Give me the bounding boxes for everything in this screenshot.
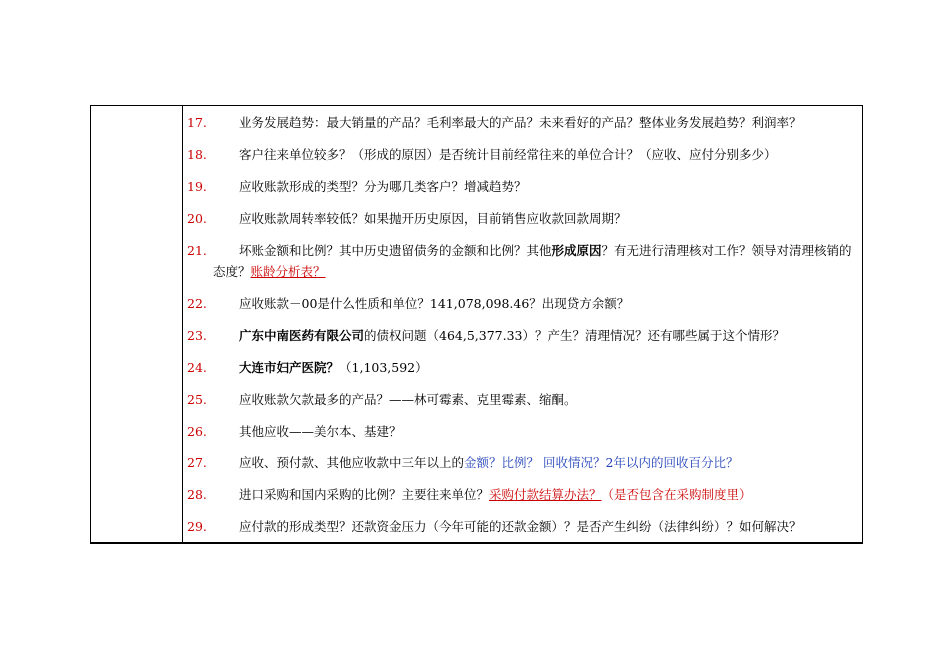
list-item	[187, 144, 858, 165]
item-text: 业务发展趋势：最大销量的产品？毛利率最大的产品？未来看好的产品？整体业务发展趋势？利润率？	[239, 115, 802, 130]
list-item	[187, 240, 858, 282]
item-text: 坏账金额和比例？其中历史遗留债务的金额和比例？其他	[239, 243, 552, 258]
item-number: 22.	[187, 296, 207, 311]
list-item	[187, 452, 858, 473]
item-bold-text: 广东中南医药有限公司	[239, 328, 365, 343]
item-text: 应付款的形成类型？还款资金压力（今年可能的还款金额）？是否产生纠纷（法律纠纷）？如何解决？	[239, 519, 802, 534]
list-item	[187, 421, 858, 442]
question-list	[183, 106, 862, 542]
item-text: 其他应收——美尔本、基建？	[239, 424, 402, 439]
item-number: 17.	[187, 115, 207, 130]
item-number: 27.	[187, 455, 207, 470]
item-number: 26.	[187, 424, 207, 439]
item-text: 客户往来单位较多？（形成的原因）是否统计目前经常往来的单位合计？（应收、应付分别多少）	[239, 147, 777, 162]
item-text: 应收、预付款、其他应收款中三年以上的	[239, 455, 465, 470]
list-item	[187, 325, 858, 346]
item-number: 21.	[187, 243, 207, 258]
item-number: 25.	[187, 392, 207, 407]
item-red-text: （是否包含在采购制度里）	[601, 487, 752, 502]
item-bold-text: 形成原因	[551, 243, 602, 258]
item-text: 的债权问题（464,5,377.33）？产生？清理情况？还有哪些属于这个情形？	[364, 328, 786, 343]
item-number: 24.	[187, 360, 207, 375]
item-text: 应收账款周转率较低？如果抛开历史原因，目前销售应收款回款周期？	[239, 211, 627, 226]
item-text-continued: ？有无进行清理核对工作？领导对清理核销的态度？	[213, 243, 852, 279]
item-number: 28.	[187, 487, 207, 502]
item-number: 18.	[187, 147, 207, 162]
item-text: 应收账款形成的类型？分为哪几类客户？增减趋势？	[239, 179, 527, 194]
item-text: 应收账款欠款最多的产品？——林可霉素、克里霉素、缩酮。	[239, 392, 577, 407]
list-item	[187, 176, 858, 197]
item-text: （1,103,592）	[339, 360, 428, 375]
list-item	[187, 484, 858, 505]
list-item	[187, 389, 858, 410]
aging-analysis-link[interactable]: 账龄分析表？	[250, 264, 326, 279]
item-number: 19.	[187, 179, 207, 194]
list-item	[187, 516, 858, 537]
item-blue-text: 金额？比例？ 回收情况？2年以内的回收百分比？	[464, 455, 739, 470]
question-table	[90, 105, 863, 544]
item-number: 20.	[187, 211, 207, 226]
item-number: 29.	[187, 519, 207, 534]
list-item	[187, 208, 858, 229]
list-item	[187, 112, 858, 133]
payment-settlement-link[interactable]: 采购付款结算办法？	[489, 487, 602, 502]
list-item	[187, 357, 858, 378]
item-bold-text: 大连市妇产医院？	[239, 360, 340, 375]
item-number: 23.	[187, 328, 207, 343]
item-text: 应收账款－00是什么性质和单位？141,078,098.46？出现贷方余额？	[239, 296, 630, 311]
left-empty-cell	[91, 106, 183, 542]
item-text: 进口采购和国内采购的比例？主要往来单位？	[239, 487, 490, 502]
list-item	[187, 293, 858, 314]
